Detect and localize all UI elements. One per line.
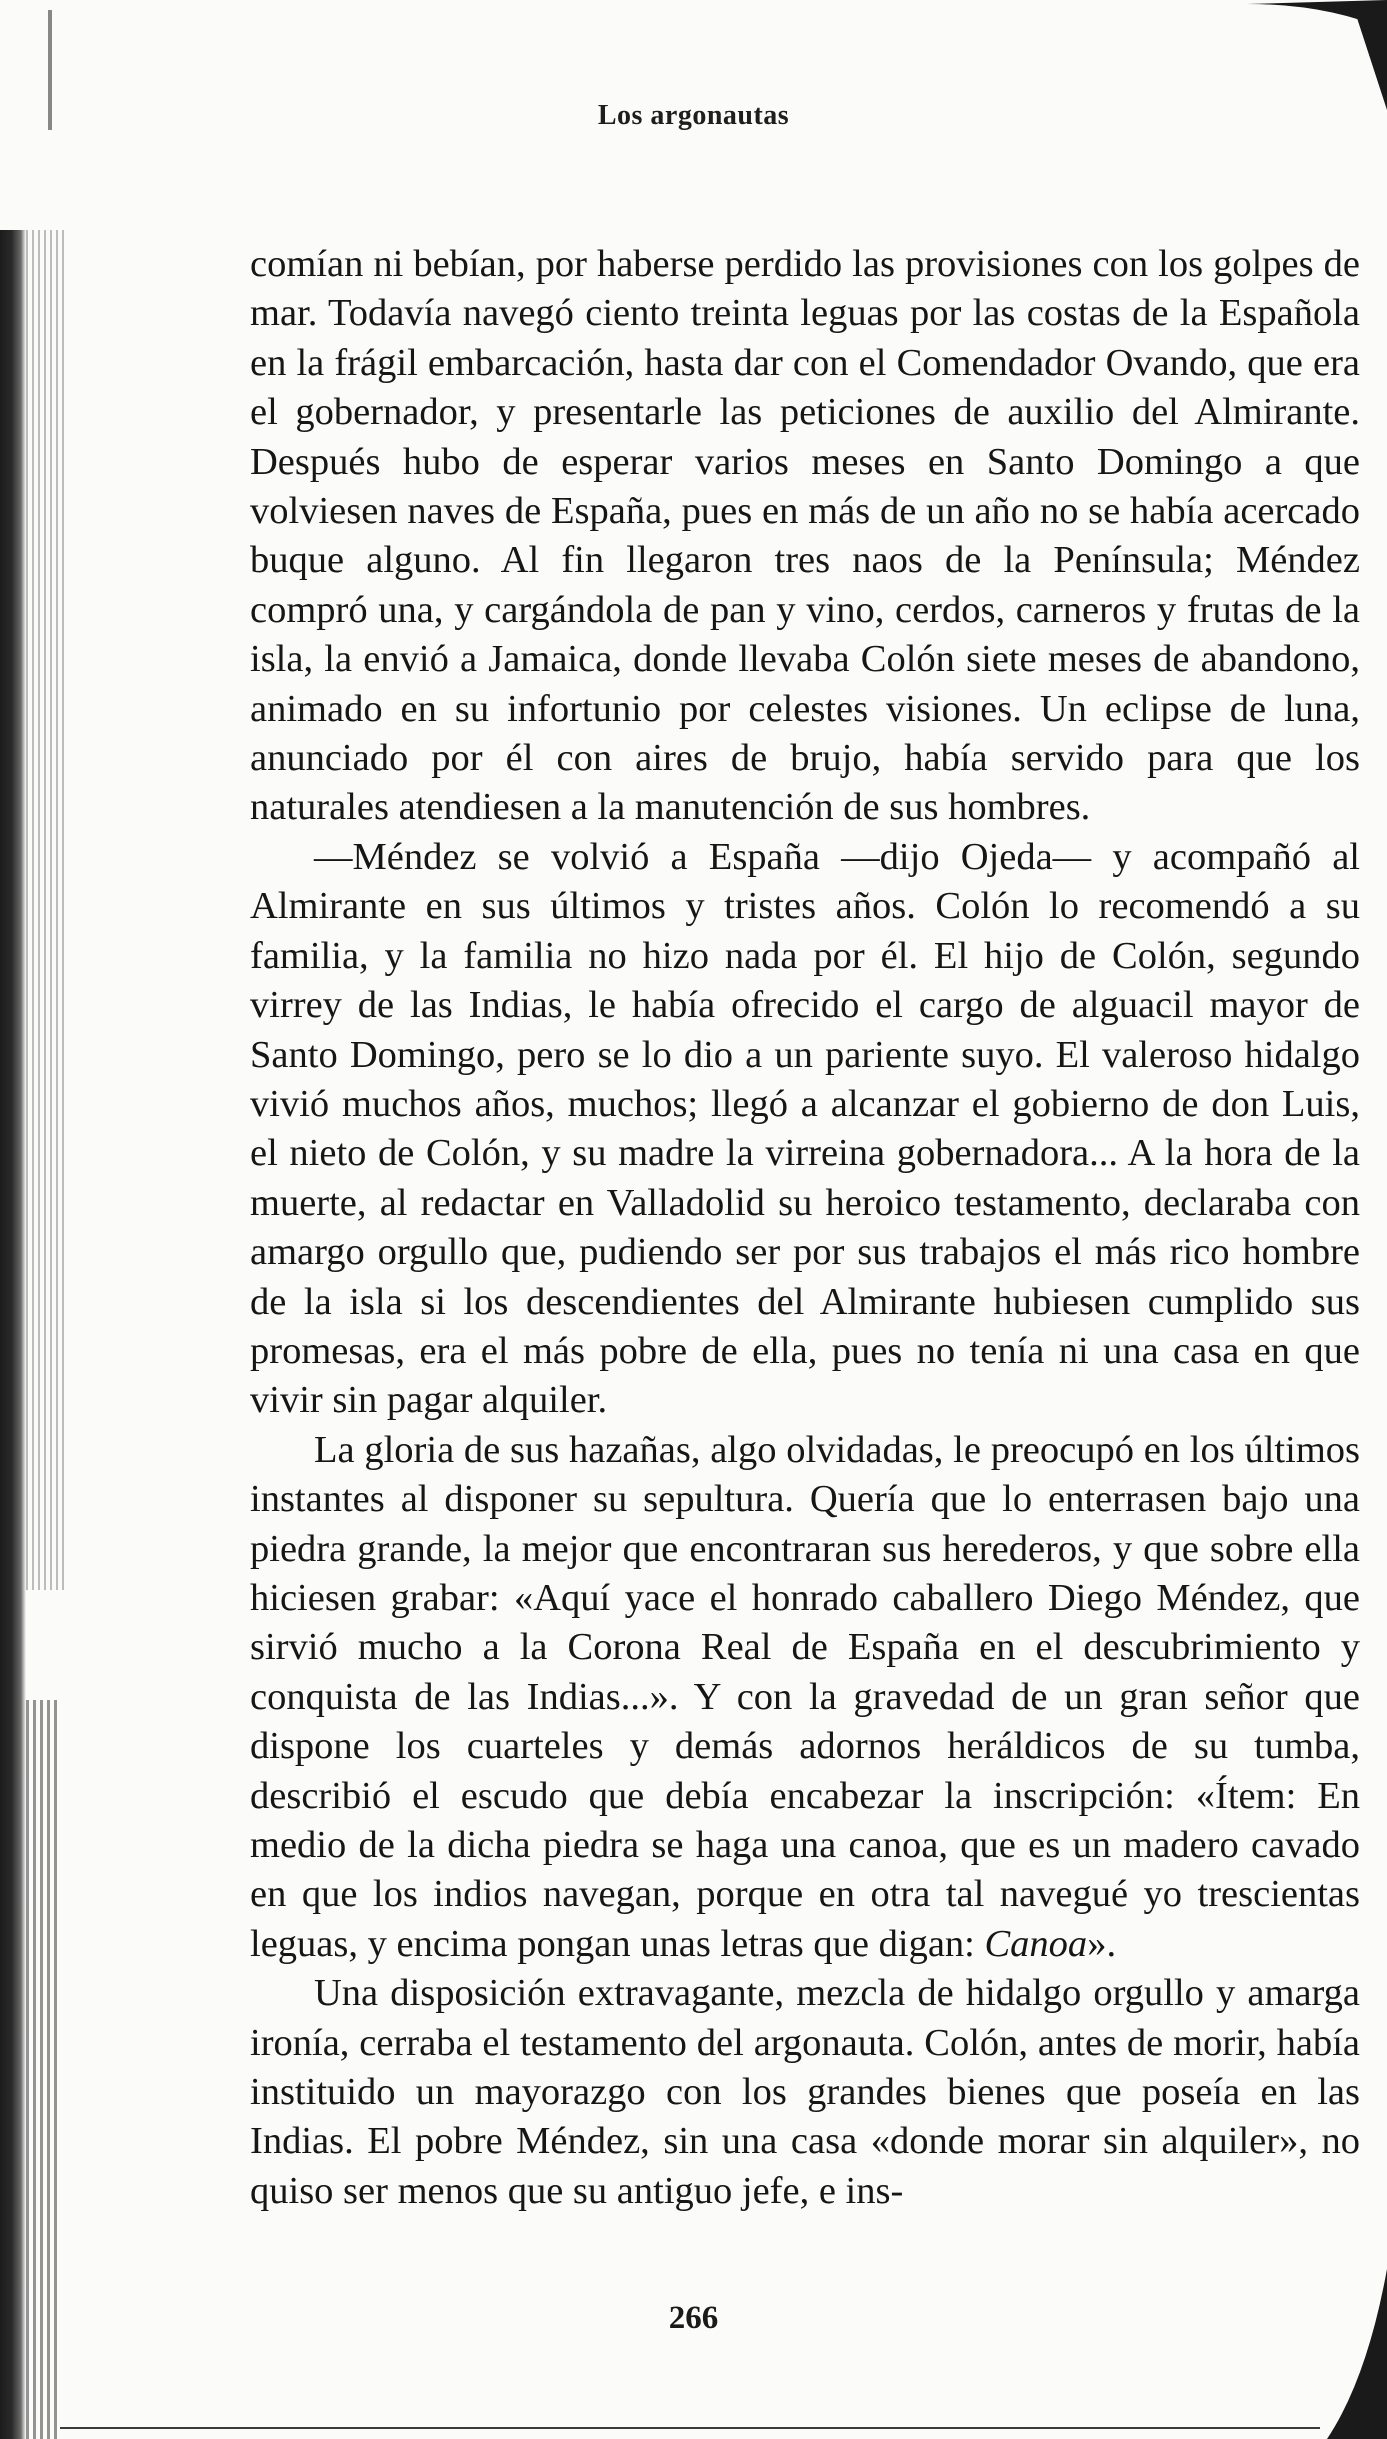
bottom-edge-line xyxy=(60,2427,1320,2429)
paragraph-1: comían ni bebían, por haberse perdido las provisiones con los golpes de mar. Todavía navegó ciento treinta leguas por las costas de la Española en la frágil embarcación, hasta dar con el Comendador Ovando, que era el gobernador, y presentarle las peticiones de auxilio del Almirante. Después hubo de esperar varios meses en Santo Domingo a que volviesen naves de España, pues en más de un año no se había acercado buque alguno. Al fin llegaron tres naos de la Península; Méndez compró una, y cargándola de pan y vino, cerdos, carneros y frutas de la isla, la envió a Jamaica, donde llevaba Colón siete meses de abandono, animado en su infortunio por celestes visiones. Un eclipse de luna, anunciado por él con aires de brujo, había servido para que los naturales atendiesen a la manutención de sus hombres. xyxy=(250,243,1360,829)
binding-texture-upper xyxy=(26,230,66,1590)
page-corner-fold-bottom-right xyxy=(1307,2269,1387,2439)
page-number: 266 xyxy=(668,2300,719,2336)
paragraph-2: —Méndez se volvió a España —dijo Ojeda— y acompañó al Almirante en sus últimos y tristes años. Colón lo recomendó a su familia, y la familia no hizo nada por él. El hijo de Colón, segundo virrey de las Indias, le había ofrecido el cargo de alguacil mayor de Santo Domingo, pero se lo dio a un pariente suyo. El valeroso hidalgo vivió muchos años, muchos; llegó a alcanzar el gobierno de don Luis, el nieto de Colón, y su madre la virreina gobernadora... A la hora de la muerte, al redactar en Valladolid su heroico testamento, declaraba con amargo orgullo que, pudiendo ser por sus trabajos el más rico hombre de la isla si los descendientes del Almirante hubiesen cumplido sus promesas, era el más pobre de ella, pues no tenía ni una casa en que vivir sin pagar alquiler. xyxy=(250,835,1360,1422)
paragraph-3-italic: Canoa xyxy=(984,1922,1088,1965)
paragraph-3-text: La gloria de sus hazañas, algo olvidadas, le preocupó en los últimos instantes al disponer su sepultura. Quería que lo enterrasen bajo una piedra grande, la mejor que encontraran sus herederos, y que sobre ella hiciesen grabar: «Aquí yace el honrado caballero Diego Méndez, que sirvió mucho a la Corona Real de España en el descubrimiento y conquista de las Indias...». Y con la gravedad de un gran señor que dispone los cuarteles y demás adornos heráldicos de su tumba, describió el escudo que debía encabezar la inscripción: «Ítem: En medio de la dicha piedra se haga una canoa, que es un madero cavado en que los indios navegan, porque en otra tal navegué yo trescientas leguas, y encima pongan unas letras que digan: xyxy=(250,1428,1360,1965)
paragraph-4: Una disposición extravagante, mezcla de hidalgo orgullo y amarga ironía, cerraba el testamento del argonauta. Colón, antes de morir, había instituido un mayorazgo con los grandes bienes que poseía en las Indias. El pobre Méndez, sin una casa «donde morar sin alquiler», no quiso ser menos que su antiguo jefe, e ins- xyxy=(250,1972,1360,2212)
running-head: Los argonautas xyxy=(597,100,790,131)
paragraph-3 xyxy=(250,1426,1360,1969)
binding-shadow xyxy=(0,230,26,2439)
paragraph-3-closing: ». xyxy=(1087,1922,1117,1965)
body-text xyxy=(250,240,1360,2216)
page-corner-fold-top-right xyxy=(1237,0,1387,110)
